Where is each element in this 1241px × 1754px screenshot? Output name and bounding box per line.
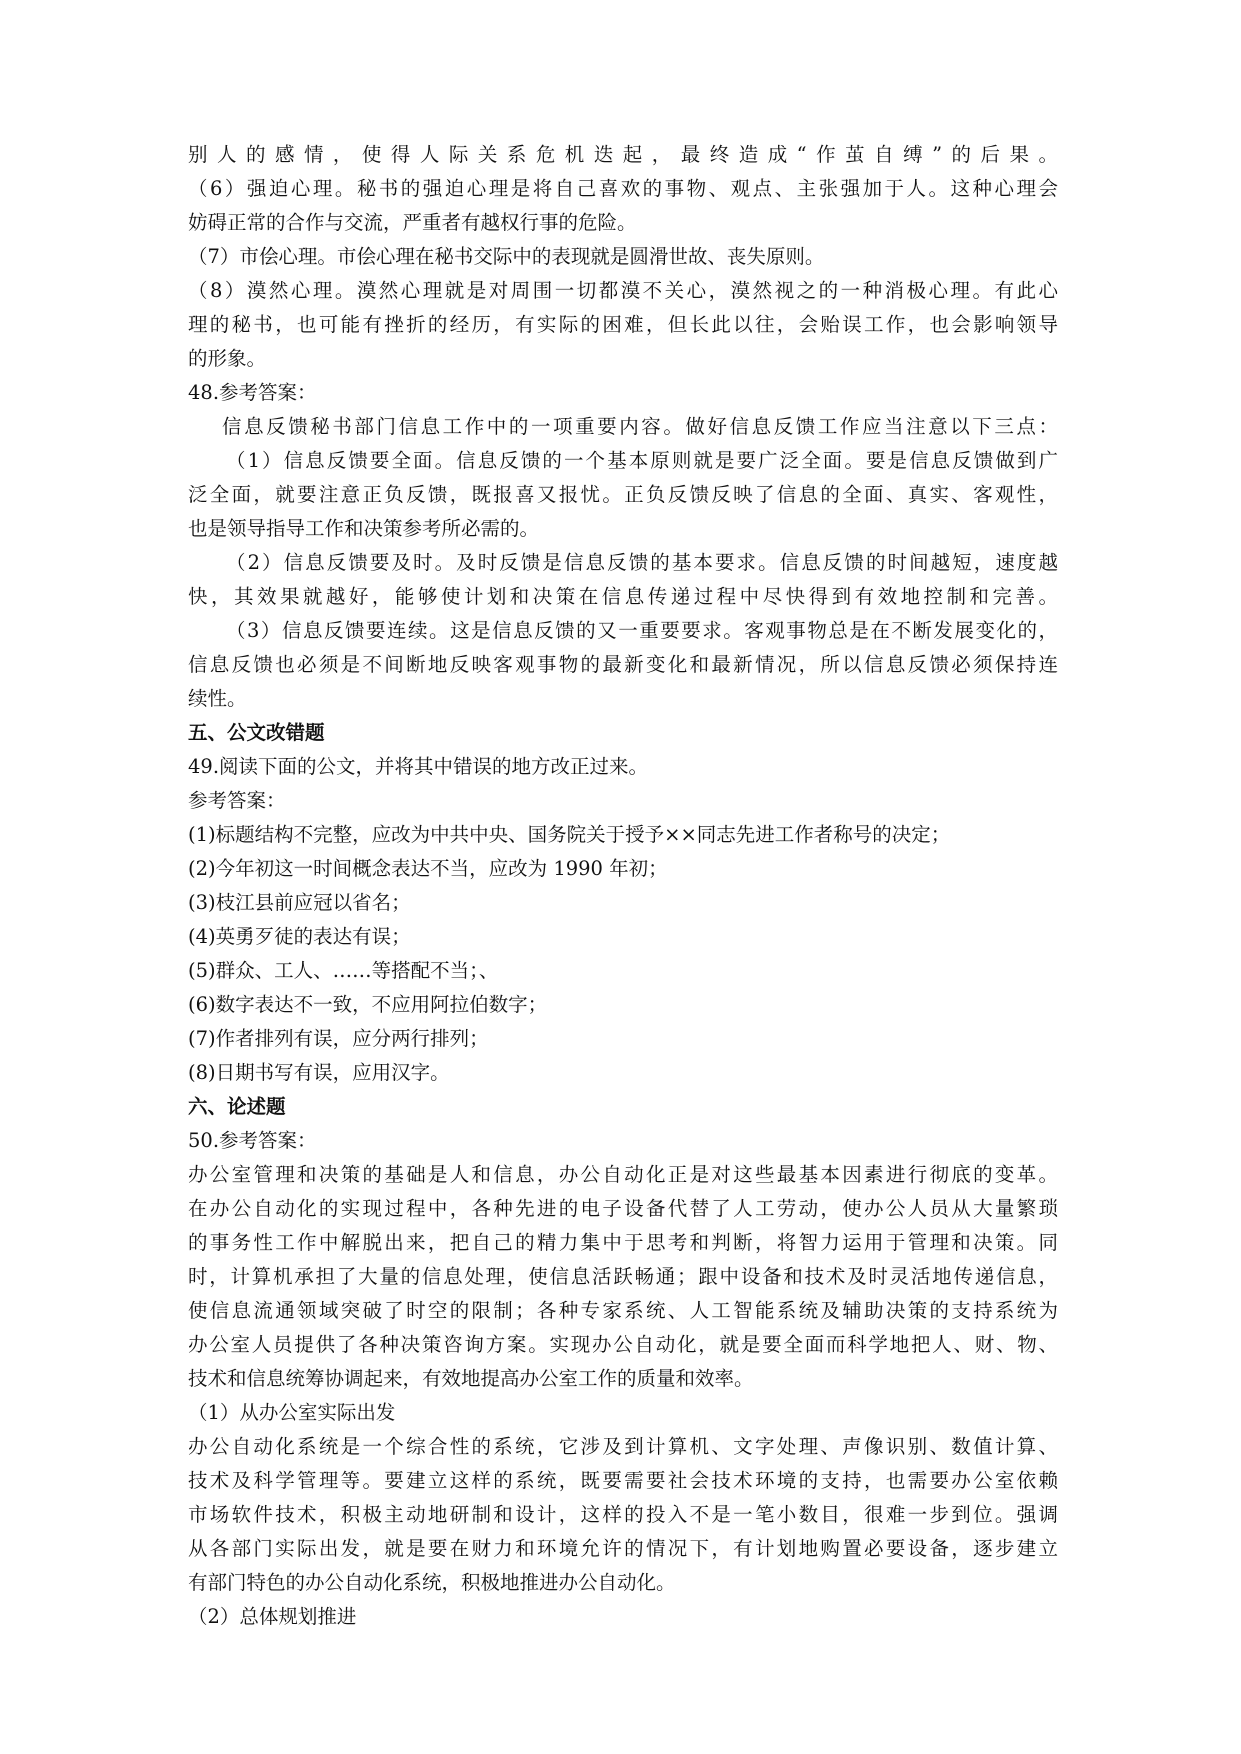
text-line: (6)数字表达不一致，不应用阿拉伯数字； xyxy=(188,993,548,1016)
text-line: (2)今年初这一时间概念表达不当，应改为 1990 年初； xyxy=(188,857,668,880)
text-line: (3)枝江县前应冠以省名； xyxy=(188,891,411,914)
text-line: 办公室人员提供了各种决策咨询方案。实现办公自动化，就是要全面而科学地把人、财、物、 xyxy=(188,1333,1058,1356)
section-heading-5: 五、公文改错题 xyxy=(188,721,325,744)
text-line: 的形象。 xyxy=(188,347,267,370)
text-line: 也是领导指导工作和决策参考所必需的。 xyxy=(188,517,540,540)
text-line: 办公自动化系统是一个综合性的系统，它涉及到计算机、文字处理、声像识别、数值计算、 xyxy=(188,1435,1058,1458)
text-line: 妨碍正常的合作与交流，严重者有越权行事的危险。 xyxy=(188,211,637,234)
text-line: （7）市侩心理。市侩心理在秘书交际中的表现就是圆滑世故、丧失原则。 xyxy=(188,245,825,268)
text-line: （1）信息反馈要全面。信息反馈的一个基本原则就是要广泛全面。要是信息反馈做到广 xyxy=(226,449,1058,472)
text-line: 有部门特色的办公自动化系统，积极地推进办公自动化。 xyxy=(188,1571,676,1594)
text-line: (7)作者排列有误，应分两行排列； xyxy=(188,1027,489,1050)
text-line: 技术和信息统筹协调起来，有效地提高办公室工作的质量和效率。 xyxy=(188,1367,754,1390)
text-line: 市场软件技术，积极主动地研制和设计，这样的投入不是一笔小数目，很难一步到位。强调 xyxy=(188,1503,1058,1526)
section-heading-6: 六、论述题 xyxy=(188,1095,286,1118)
text-line: 信息反馈秘书部门信息工作中的一项重要内容。做好信息反馈工作应当注意以下三点： xyxy=(222,415,1058,438)
text-line: （3）信息反馈要连续。这是信息反馈的又一重要要求。客观事物总是在不断发展变化的， xyxy=(226,619,1058,642)
text-line: 理的秘书，也可能有挫折的经历，有实际的困难，但长此以往，会贻误工作，也会影响领导 xyxy=(188,313,1058,336)
text-line: (4)英勇歹徒的表达有误； xyxy=(188,925,411,948)
text-line: （8）漠然心理。漠然心理就是对周围一切都漠不关心，漠然视之的一种消极心理。有此心 xyxy=(188,279,1058,302)
text-line: 的事务性工作中解脱出来，把自己的精力集中于思考和判断，将智力运用于管理和决策。同 xyxy=(188,1231,1058,1254)
text-line: 快，其效果就越好，能够使计划和决策在信息传递过程中尽快得到有效地控制和完善。 xyxy=(188,585,1058,608)
text-line: 续性。 xyxy=(188,687,247,710)
text-line: （2）信息反馈要及时。及时反馈是信息反馈的基本要求。信息反馈的时间越短，速度越 xyxy=(226,551,1058,574)
answer-heading-48: 48.参考答案： xyxy=(188,381,317,404)
text-line: 从各部门实际出发，就是要在财力和环境允许的情况下，有计划地购置必要设备，逐步建立 xyxy=(188,1537,1058,1560)
text-line: 办公室管理和决策的基础是人和信息，办公自动化正是对这些最基本因素进行彻底的变革。 xyxy=(188,1163,1058,1186)
text-line: (8)日期书写有误，应用汉字。 xyxy=(188,1061,450,1084)
subheading-2: （2）总体规划推进 xyxy=(188,1605,357,1628)
text-line: (5)群众、工人、……等搭配不当；、 xyxy=(188,959,499,982)
text-line: 泛全面，就要注意正负反馈，既报喜又报忧。正负反馈反映了信息的全面、真实、客观性， xyxy=(188,483,1058,506)
text-line: 49.阅读下面的公文，并将其中错误的地方改正过来。 xyxy=(188,755,649,778)
text-line: 时，计算机承担了大量的信息处理，使信息活跃畅通；跟中设备和技术及时灵活地传递信息， xyxy=(188,1265,1058,1288)
text-line: (1)标题结构不完整，应改为中共中央、国务院关于授予××同志先进工作者称号的决定； xyxy=(188,823,951,846)
text-line: 使信息流通领域突破了时空的限制；各种专家系统、人工智能系统及辅助决策的支持系统为 xyxy=(188,1299,1058,1322)
text-line: 参考答案： xyxy=(188,789,286,812)
answer-heading-50: 50.参考答案： xyxy=(188,1129,317,1152)
text-line: （6）强迫心理。秘书的强迫心理是将自己喜欢的事物、观点、主张强加于人。这种心理会 xyxy=(188,177,1058,200)
text-line: 技术及科学管理等。要建立这样的系统，既要需要社会技术环境的支持，也需要办公室依赖 xyxy=(188,1469,1058,1492)
text-line: 信息反馈也必须是不间断地反映客观事物的最新变化和最新情况，所以信息反馈必须保持连 xyxy=(188,653,1058,676)
subheading-1: （1）从办公室实际出发 xyxy=(188,1401,396,1424)
text-line: 在办公自动化的实现过程中，各种先进的电子设备代替了人工劳动，使办公人员从大量繁琐 xyxy=(188,1197,1058,1220)
text-line: 别人的感情，使得人际关系危机迭起，最终造成“作茧自缚”的后果。 xyxy=(188,143,1058,166)
